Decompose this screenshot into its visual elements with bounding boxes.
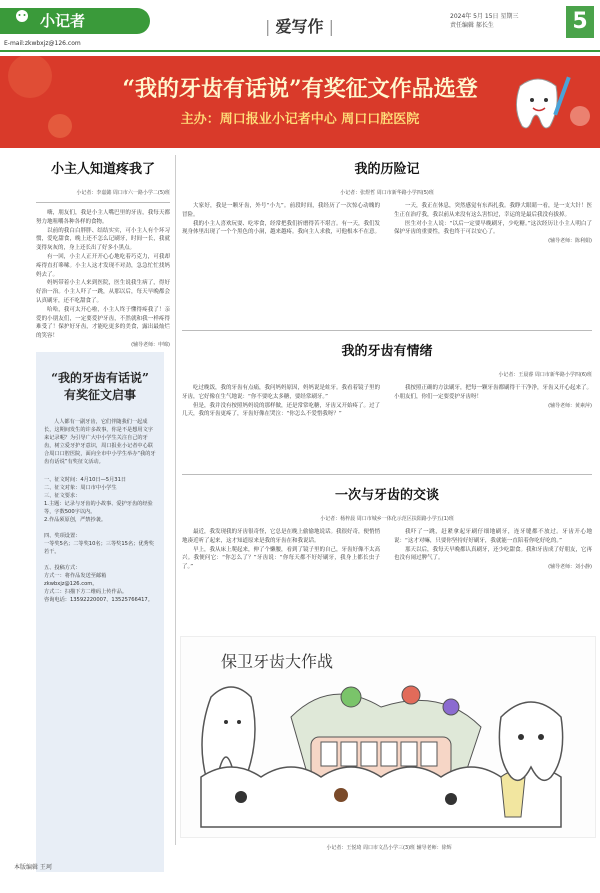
issue-info (450, 12, 518, 30)
article-body (182, 528, 592, 572)
article-teacher: (辅导老师：黄素萍) (548, 402, 592, 409)
article-title: 我的历险记 (354, 162, 420, 177)
article-2 (182, 158, 592, 244)
paragraph: 早上，我从床上爬起来，伸了个懒腰，看到了镜子里的自己，牙齿好像不太高兴。我便问它：“你怎么了？”牙齿说：“你每天都不好好刷牙，我身上都长虫子了。” (182, 546, 381, 571)
issue-editor: 责任编辑 郝长生 (450, 22, 494, 29)
article-4 (182, 484, 592, 572)
notice-item: 咨询电话：13592220007、13525766417。 (44, 597, 153, 603)
section-label: 爱写作 (275, 17, 324, 36)
paragraph: 妈妈带着小主人来到医院，医生说我生病了，得好好治一治。小主人吓了一跳，从那以后，每天早晚都会认真刷牙，还不吃甜食了。 (36, 280, 170, 304)
article-byline: 小记者：王晨睿 周口市新华路小学四(6)班 (498, 372, 592, 378)
article-teacher: (辅导老师：刘小静) (548, 564, 592, 571)
article-body (182, 202, 592, 244)
paragraph: 以前的我白白胖胖、结结实实，可小主人有个坏习惯，爱吃甜食，晚上还不怎么记刷牙，时间一长，我就变得灰灰的，身上还长出了好多小黑点。 (36, 227, 170, 252)
paragraph: 那天以后，我每天早晚都认真刷牙，还少吃甜食。我和牙齿成了好朋友，它再也没有闹过脾气了。 (394, 546, 593, 562)
drawing-credit: 小记者：王悦琦 周口市文昌小学三(3)班 辅导老师：徐辉 (326, 845, 452, 851)
notice-item: 三、征文要求： (44, 493, 81, 499)
brand-name: 小记者 (40, 12, 86, 30)
header-divider (0, 50, 600, 52)
notice-item: 2.作品须原创，严禁抄袭。 (44, 517, 107, 523)
paragraph: 吃过晚饭，我的牙齿有点痛，我问妈妈原因，妈妈说是蛀牙。我看着镜子里的牙齿，它好像在生气地说：“你不要吃太多糖，要经常刷牙。” (182, 385, 381, 400)
notice-intro: 人人都有一副牙齿，它们伴随我们一起成长，这期间发生的许多故事，你是不是想用文字来记录呢？为引导广大中小学生关注自己的牙齿，树立爱牙护牙意识，周口报业小记者中心联合周口口腔医院，面向全市中小学生举办“我的牙齿有话说”有奖征文活动。 (44, 419, 156, 465)
paragraph: 但是，我并没有按照妈妈说的那样做，还是常常吃糖，牙齿又开始疼了。过了几天，我的牙齿更疼了，牙齿好像在哭泣：“你怎么不爱惜我呀？” (182, 402, 381, 418)
notice-item: 方式二：扫描下方二维码上传作品。 (44, 589, 128, 595)
paragraph: 大家好，我是一颗牙齿，外号“小九”。前段时间，我经历了一次惊心动魄的冒险。 (182, 203, 380, 218)
notice-title-line1: “我的牙齿有话说” (51, 371, 149, 385)
issue-date: 2024年 5月 15日 星期三 (450, 13, 519, 20)
notice-item: 一等奖5名；二等奖10名；三等奖15名；优秀奖若干。 (44, 541, 154, 555)
page-editor: 本版编辑 王珂 (14, 864, 52, 871)
article-title: 我的牙齿有情绪 (341, 344, 433, 359)
article-byline: 小记者：李嘉懿 周口市六一路小学二(5)班 (76, 190, 170, 196)
notice-item: 方式一：将作品发送至邮箱zkwbxjz@126.com。 (44, 573, 107, 587)
page-number: 5 (566, 6, 594, 38)
article-teacher: (辅导老师：申锦) (131, 341, 170, 348)
notice-title-line2: 有奖征文启事 (63, 388, 136, 402)
notice-item: 二、征文对象：周口市中小学生 (44, 485, 117, 491)
article-title: 小主人知道疼我了 (50, 162, 155, 177)
article-byline: 小记者：张煜哲 周口市新华路小学四(5)班 (340, 190, 434, 196)
paragraph: 我吓了一跳，赶紧拿起牙刷仔细地刷牙，连牙缝都不放过。牙齿开心地说：“这才对嘛，只要你坚持好好刷牙，我就能一直陪着你吃好吃的。” (394, 529, 592, 544)
paragraph: 我的小主人喜欢玩耍、吃零食，经常把我们折磨得苦不堪言。有一天，我们发现身体里出现了一个个黑色的小洞，越来越疼。我向主人求救，可他根本不在意。 (182, 220, 381, 236)
divider (182, 330, 592, 331)
column-divider (175, 155, 176, 845)
divider (182, 474, 592, 475)
divider (36, 202, 170, 203)
contest-notice (36, 352, 164, 872)
contact-email: E-mail:zkwbxjz@126.com (4, 40, 81, 47)
article-byline: 小记者：杨梓晨 周口市城乡一体化示范区扶阳路小学五(1)班 (320, 516, 454, 522)
notice-item: 1.主题：记录与牙齿的小故事、爱护牙齿的经验等，字数500字以内。 (44, 501, 153, 515)
drawing-caption: 保卫牙齿大作战 (221, 652, 334, 671)
section-title: | 爱写作 | (265, 17, 334, 36)
child-drawing (180, 636, 596, 838)
tooth-battle-illustration (181, 637, 597, 839)
paragraph: 一天，我正在休息，突然感觉有东西扎我。我睁大眼睛一看，是一支大针！医生正在治疗我，我以前从来没有这么害怕过，幸运的是最后我没有拔掉。 (394, 203, 593, 218)
banner-title: “我的牙齿有话说”有奖征文作品选登 (122, 76, 478, 102)
paragraph: 哈哈，我可太开心啦，小主人终于懂得疼我了！亲爱的小朋友们，一定要爱护牙齿，不然就和我一样疼得难受了！保护好牙齿，才能吃更多的美食，露出最灿烂的笑容！ (36, 306, 170, 340)
article-title: 一次与牙齿的交谈 (334, 488, 439, 503)
article-teacher: (辅导老师：陈利娟) (548, 238, 592, 245)
notice-item: 四、奖项设置： (44, 533, 81, 539)
paragraph: 最近，我发现我的牙齿很奇怪，它总是在晚上偷偷地说话。我很好奇，便悄悄地凑近听了起来，这才知道原来是我的牙齿在和我说话。 (182, 529, 381, 544)
article-body (182, 384, 592, 419)
banner-subtitle: 主办：周口报业小记者中心 周口口腔医院 (180, 112, 420, 127)
paragraph: 嗨，朋友们，我是小主人嘴巴里的牙齿，我每天都努力地咀嚼各种各样的食物。 (36, 210, 170, 225)
paragraph: 我按照正确的方法刷牙，把每一颗牙齿都刷得干干净净，牙齿又开心起来了。小朋友们，你们一定要爱护牙齿呀！ (394, 385, 593, 400)
notice-item: 一、征文时间：4月10日—5月31日 (44, 477, 127, 483)
paragraph: 有一回，小主人正开开心心地吃着巧克力，可我却疼得直打哆嗦。小主人这才发现不对劲，急急忙忙找妈妈去了。 (36, 253, 170, 278)
paragraph: 医生对小主人说：“以后一定要早晚刷牙，少吃糖。”这次经历让小主人明白了保护牙齿的重要性，我也终于可以安心了。 (394, 220, 592, 236)
article-3 (182, 340, 592, 419)
kid-logo-icon (8, 6, 36, 36)
notice-item: 五、投稿方式： (44, 565, 81, 571)
article-1 (36, 158, 170, 348)
